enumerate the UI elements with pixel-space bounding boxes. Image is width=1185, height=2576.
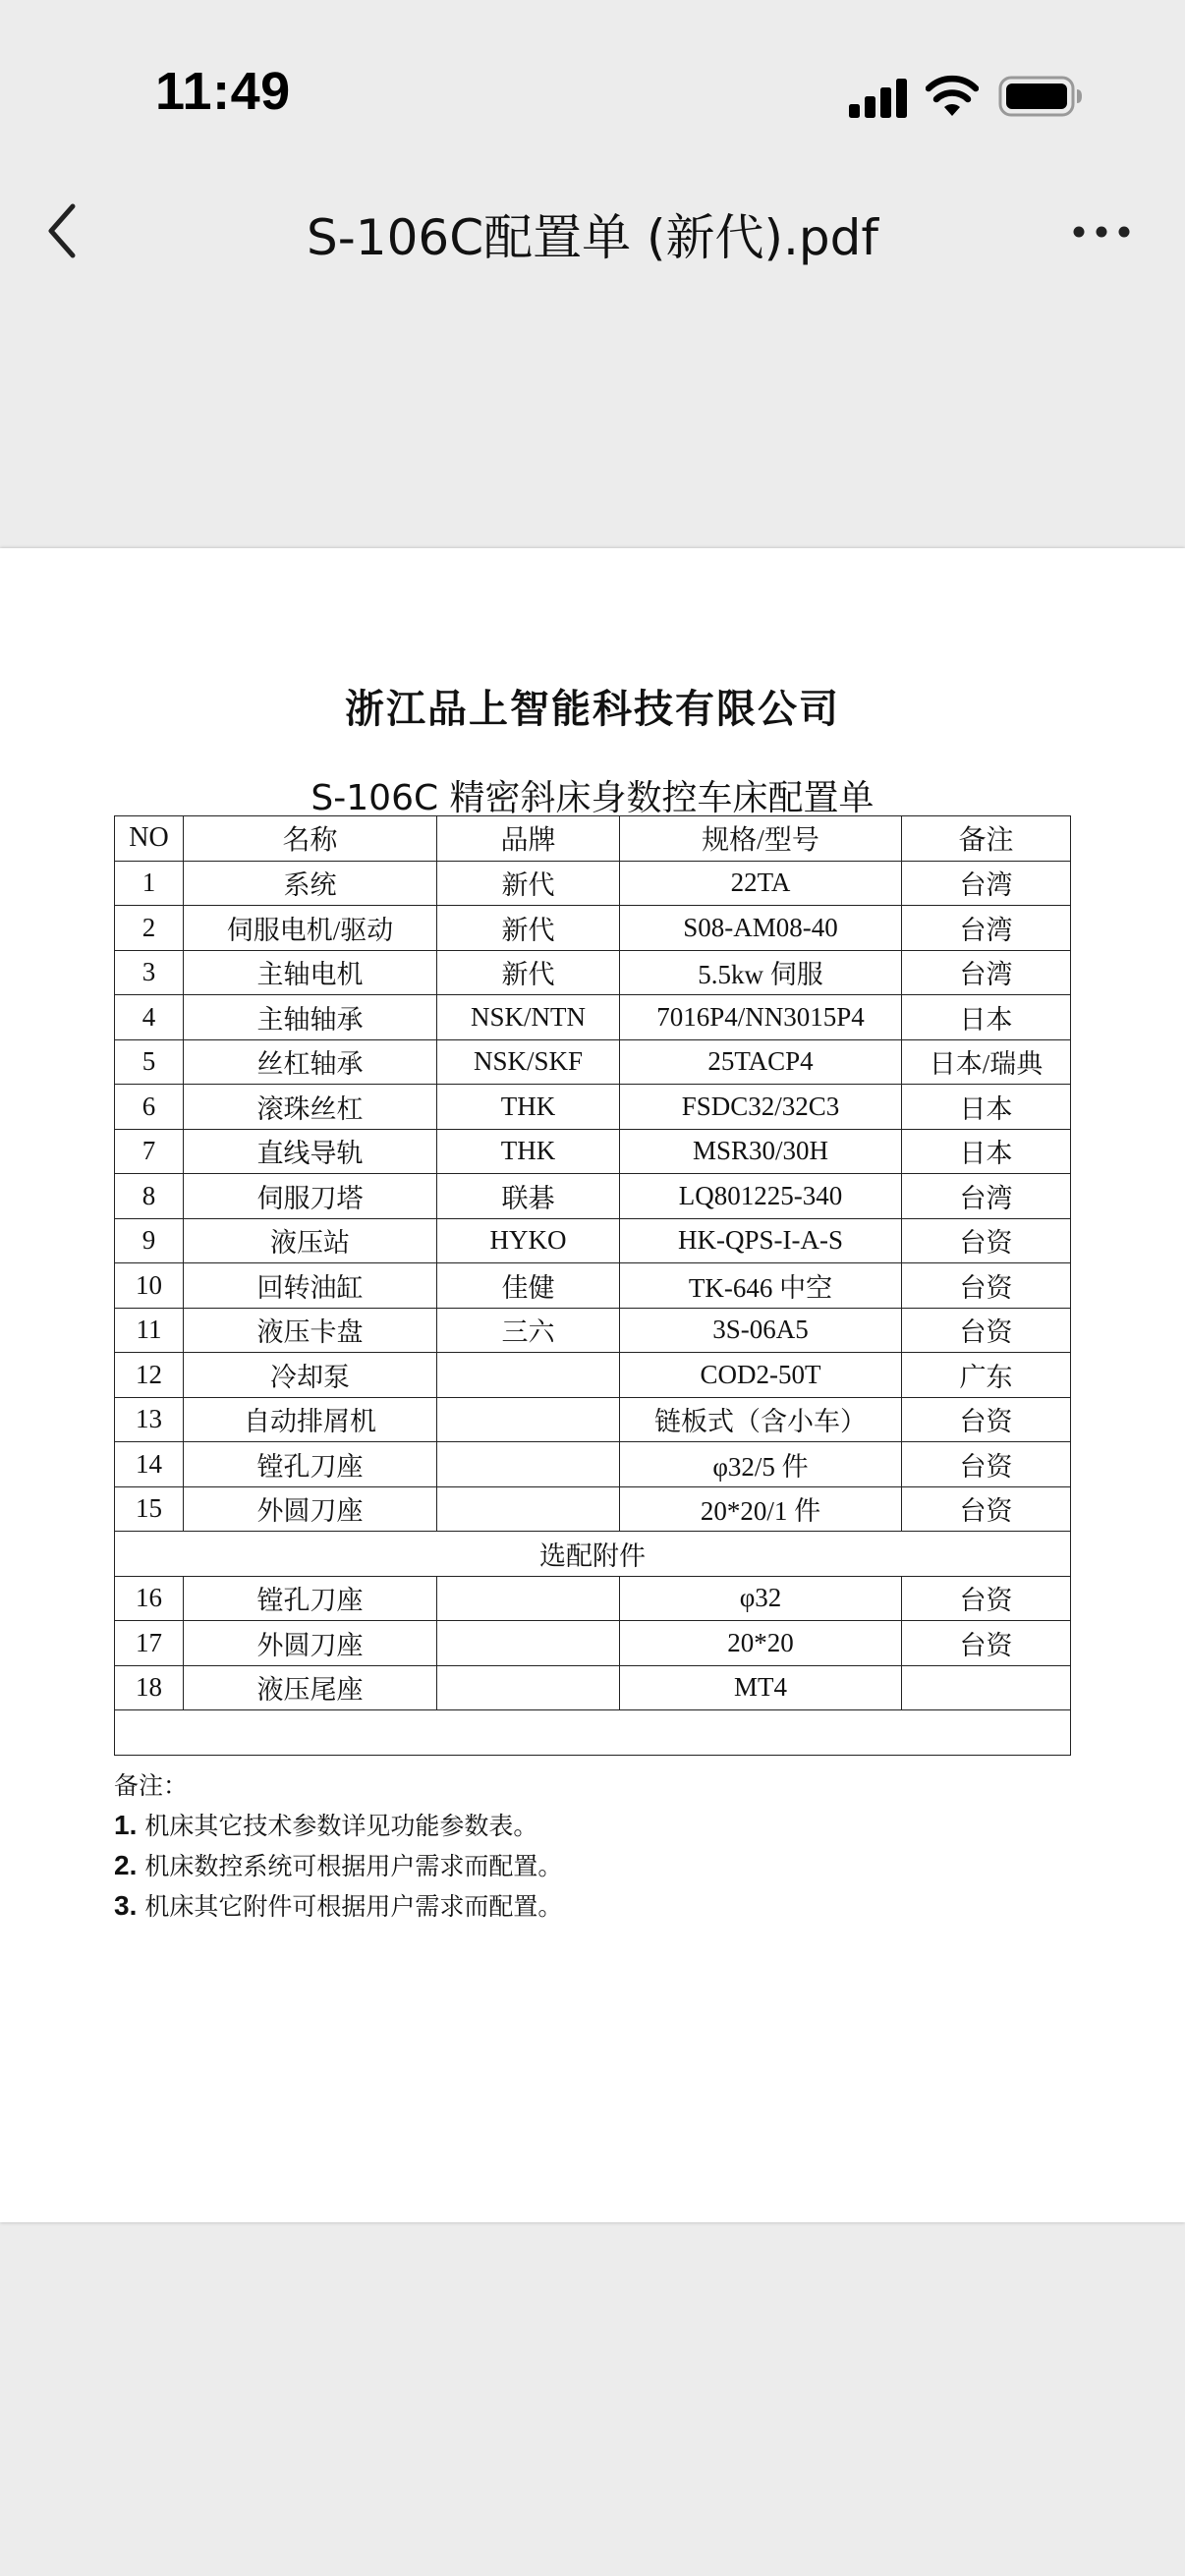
cell-brand: HYKO (437, 1218, 620, 1263)
cell-name: 回转油缸 (184, 1263, 437, 1309)
cell-no: 7 (115, 1129, 184, 1174)
cell-name: 液压卡盘 (184, 1308, 437, 1353)
cell-name: 主轴轴承 (184, 995, 437, 1040)
cell-no: 15 (115, 1486, 184, 1532)
document-title: S-106C配置单 (新代).pdf (306, 209, 878, 266)
cell-name: 外圆刀座 (184, 1621, 437, 1666)
table-row (115, 1353, 1071, 1398)
header-name: 名称 (184, 816, 437, 862)
cell-name: 镗孔刀座 (184, 1442, 437, 1487)
cell-name: 冷却泵 (184, 1353, 437, 1398)
cell-no: 12 (115, 1353, 184, 1398)
ellipsis-icon (1067, 204, 1136, 259)
note-item (114, 1846, 562, 1886)
battery-icon (998, 75, 1083, 118)
cell-spec: 25TACP4 (620, 1039, 902, 1085)
cell-note: 台资 (902, 1397, 1071, 1442)
cell-no: 4 (115, 995, 184, 1040)
cell-note: 台资 (902, 1442, 1071, 1487)
header-note: 备注 (902, 816, 1071, 862)
cell-spec: FSDC32/32C3 (620, 1085, 902, 1130)
cell-note: 台湾 (902, 950, 1071, 995)
table-row (115, 1308, 1071, 1353)
table-row (115, 1129, 1071, 1174)
cell-name: 液压站 (184, 1218, 437, 1263)
cell-note: 台资 (902, 1576, 1071, 1621)
company-name: 浙江品上智能科技有限公司 (345, 686, 840, 732)
config-sheet-title: S-106C 精密斜床身数控车床配置单 (310, 778, 875, 818)
note-number: 3. (114, 1890, 138, 1921)
back-button[interactable] (35, 196, 94, 265)
table-row (115, 1486, 1071, 1532)
cell-no: 3 (115, 950, 184, 995)
table-row (115, 1442, 1071, 1487)
cell-note: 台资 (902, 1263, 1071, 1309)
cell-name: 镗孔刀座 (184, 1576, 437, 1621)
table-row (115, 1039, 1071, 1085)
cell-no: 11 (115, 1308, 184, 1353)
status-bar (0, 0, 1185, 196)
cell-brand (437, 1442, 620, 1487)
more-button[interactable] (1067, 204, 1136, 259)
table-row (115, 1576, 1071, 1621)
cell-spec: LQ801225-340 (620, 1174, 902, 1219)
cell-name: 自动排屑机 (184, 1397, 437, 1442)
cell-note: 台资 (902, 1486, 1071, 1532)
cell-spec: MSR30/30H (620, 1129, 902, 1174)
empty-cell (115, 1710, 1071, 1756)
cell-no: 14 (115, 1442, 184, 1487)
cell-note: 日本 (902, 1129, 1071, 1174)
cell-brand: 佳健 (437, 1263, 620, 1309)
table-row (115, 1218, 1071, 1263)
nav-bar (0, 177, 1185, 285)
cell-spec: 3S-06A5 (620, 1308, 902, 1353)
header-no: NO (115, 816, 184, 862)
table-row (115, 1263, 1071, 1309)
cell-brand (437, 1576, 620, 1621)
cell-note: 台湾 (902, 861, 1071, 906)
cell-name: 丝杠轴承 (184, 1039, 437, 1085)
cell-note: 日本/瑞典 (902, 1039, 1071, 1085)
cell-spec: COD2-50T (620, 1353, 902, 1398)
cell-no: 6 (115, 1085, 184, 1130)
wifi-icon (926, 73, 979, 118)
header-spec: 规格/型号 (620, 816, 902, 862)
cell-name: 外圆刀座 (184, 1486, 437, 1532)
cell-spec: MT4 (620, 1665, 902, 1710)
cell-brand (437, 1397, 620, 1442)
cell-note: 台湾 (902, 1174, 1071, 1219)
note-item (114, 1806, 562, 1846)
cell-note: 广东 (902, 1353, 1071, 1398)
cell-spec: φ32/5 件 (620, 1442, 902, 1487)
cell-brand: 三六 (437, 1308, 620, 1353)
note-text: 机床其它技术参数详见功能参数表。 (144, 1812, 538, 1840)
cell-no: 2 (115, 906, 184, 951)
table-row (115, 950, 1071, 995)
cell-no: 17 (115, 1621, 184, 1666)
config-table (114, 815, 1071, 1756)
note-text: 机床其它附件可根据用户需求而配置。 (144, 1892, 563, 1921)
cell-no: 1 (115, 861, 184, 906)
note-number: 1. (114, 1810, 138, 1840)
cell-note: 台资 (902, 1621, 1071, 1666)
cell-brand: 新代 (437, 861, 620, 906)
note-item (114, 1886, 562, 1927)
note-number: 2. (114, 1850, 138, 1880)
cell-name: 伺服刀塔 (184, 1174, 437, 1219)
cell-name: 直线导轨 (184, 1129, 437, 1174)
cell-spec: 20*20 (620, 1621, 902, 1666)
cell-brand: THK (437, 1085, 620, 1130)
cell-no: 5 (115, 1039, 184, 1085)
optional-section-row (115, 1532, 1071, 1577)
cell-name: 系统 (184, 861, 437, 906)
table-header-row (115, 816, 1071, 862)
optional-section-label: 选配附件 (115, 1532, 1071, 1577)
cell-spec: 5.5kw 伺服 (620, 950, 902, 995)
cell-brand (437, 1486, 620, 1532)
cell-spec: φ32 (620, 1576, 902, 1621)
cell-note: 日本 (902, 995, 1071, 1040)
cell-spec: 22TA (620, 861, 902, 906)
empty-row (115, 1710, 1071, 1756)
cellular-signal-icon (849, 77, 908, 118)
cell-no: 8 (115, 1174, 184, 1219)
cell-name: 液压尾座 (184, 1665, 437, 1710)
table-row (115, 861, 1071, 906)
cell-no: 9 (115, 1218, 184, 1263)
cell-no: 16 (115, 1576, 184, 1621)
cell-brand: NSK/SKF (437, 1039, 620, 1085)
note-text: 机床数控系统可根据用户需求而配置。 (144, 1852, 563, 1880)
cell-spec: HK-QPS-I-A-S (620, 1218, 902, 1263)
cell-spec: TK-646 中空 (620, 1263, 902, 1309)
chevron-left-icon (35, 196, 94, 265)
cell-spec: 链板式（含小车） (620, 1397, 902, 1442)
cell-spec: 7016P4/NN3015P4 (620, 995, 902, 1040)
cell-brand: THK (437, 1129, 620, 1174)
table-row (115, 906, 1071, 951)
cell-note: 台湾 (902, 906, 1071, 951)
notes-heading: 备注： (114, 1771, 189, 1800)
cell-name: 伺服电机/驱动 (184, 906, 437, 951)
table-row (115, 1397, 1071, 1442)
table-row (115, 995, 1071, 1040)
table-row (115, 1085, 1071, 1130)
status-time: 11:49 (155, 62, 291, 121)
cell-brand (437, 1353, 620, 1398)
table-row (115, 1621, 1071, 1666)
cell-brand: NSK/NTN (437, 995, 620, 1040)
cell-note (902, 1665, 1071, 1710)
pdf-page[interactable] (0, 548, 1185, 2222)
table-row (115, 1174, 1071, 1219)
cell-note: 台资 (902, 1308, 1071, 1353)
cell-brand (437, 1621, 620, 1666)
cell-brand: 新代 (437, 906, 620, 951)
header-brand: 品牌 (437, 816, 620, 862)
cell-no: 18 (115, 1665, 184, 1710)
cell-name: 滚珠丝杠 (184, 1085, 437, 1130)
cell-no: 13 (115, 1397, 184, 1442)
cell-spec: 20*20/1 件 (620, 1486, 902, 1532)
cell-brand (437, 1665, 620, 1710)
cell-brand: 联碁 (437, 1174, 620, 1219)
cell-note: 台资 (902, 1218, 1071, 1263)
cell-note: 日本 (902, 1085, 1071, 1130)
cell-brand: 新代 (437, 950, 620, 995)
cell-spec: S08-AM08-40 (620, 906, 902, 951)
notes-section (114, 1766, 562, 1927)
table-row (115, 1665, 1071, 1710)
cell-no: 10 (115, 1263, 184, 1309)
cell-name: 主轴电机 (184, 950, 437, 995)
